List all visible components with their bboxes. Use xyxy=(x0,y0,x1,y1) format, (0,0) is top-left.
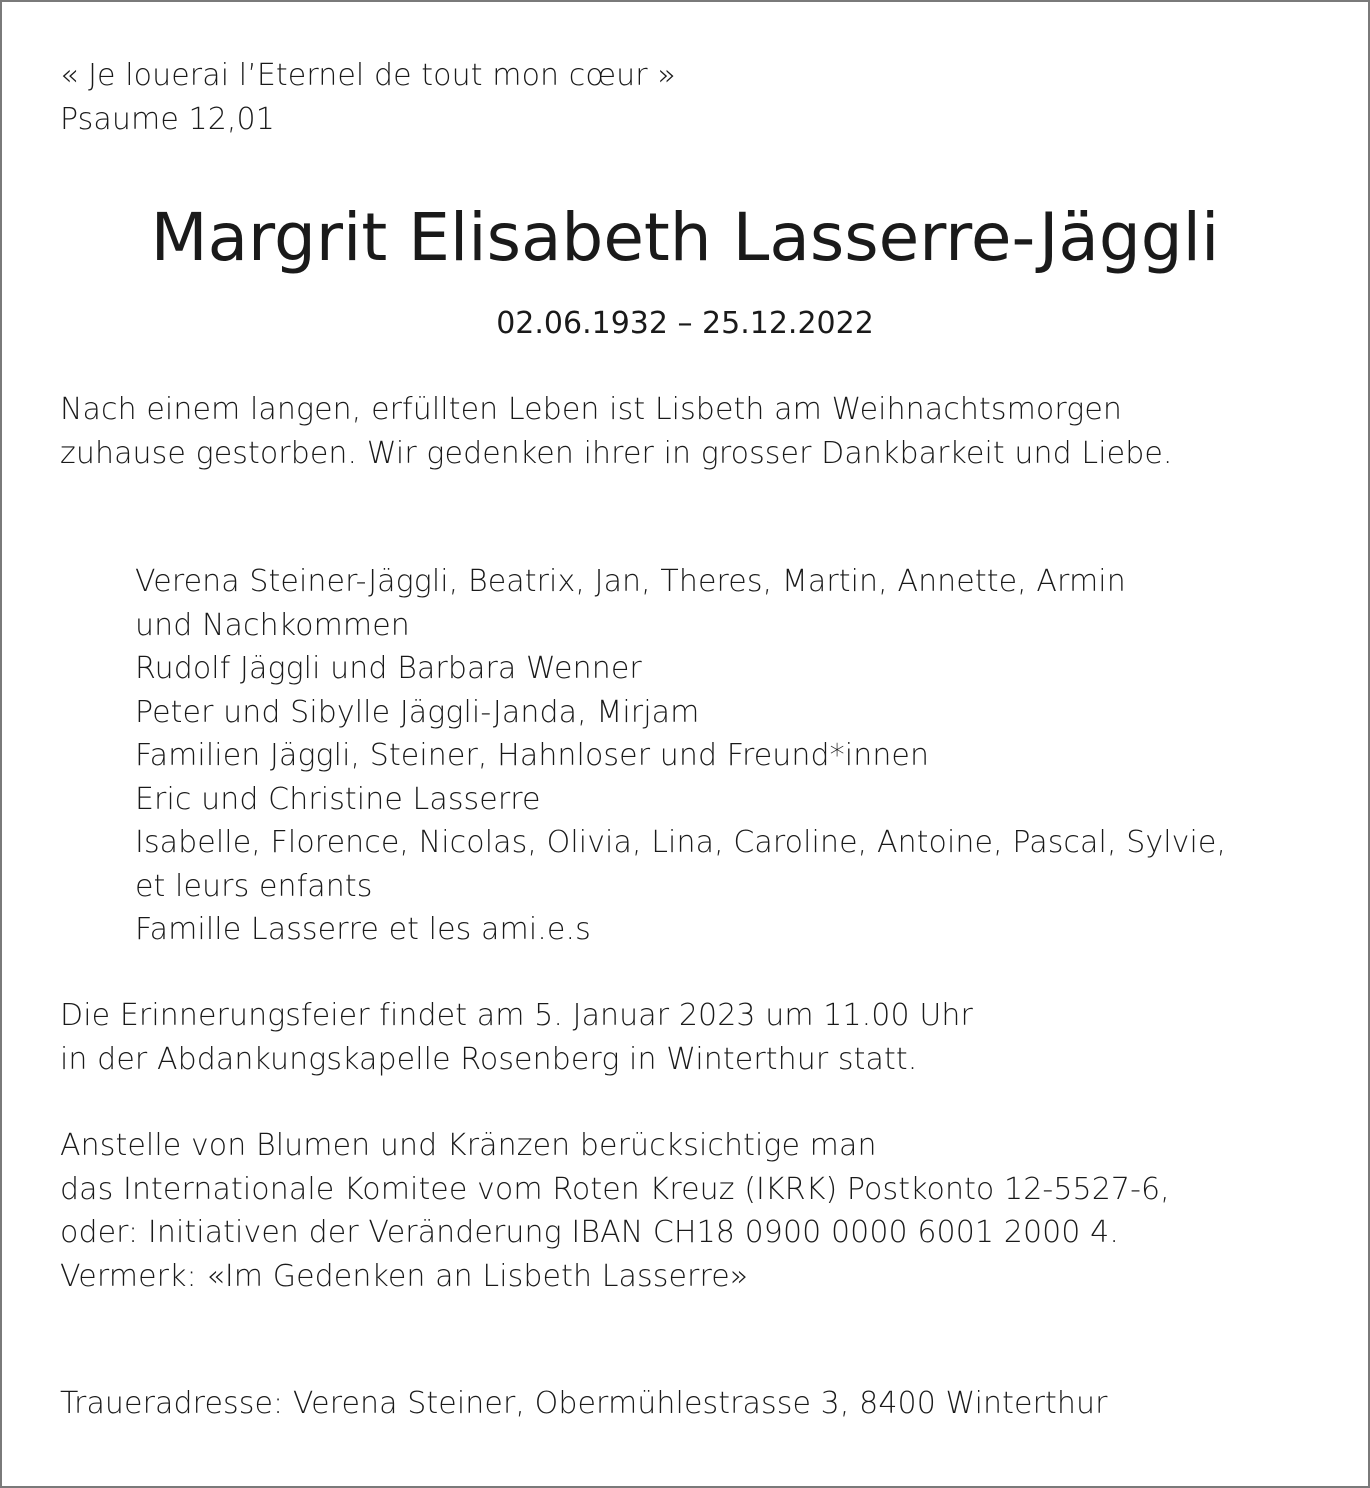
donation-line: Vermerk: «Im Gedenken an Lisbeth Lasserre» xyxy=(60,1258,749,1294)
verse-quote: « Je louerai l’Eternel de tout mon cœur » xyxy=(60,58,676,93)
address-line: Traueradresse: Verena Steiner, Obermühlestrasse 3, 8400 Winterthur xyxy=(60,1386,1108,1421)
mourner-line: Peter und Sibylle Jäggli-Janda, Mirjam xyxy=(135,694,700,730)
intro-line: zuhause gestorben. Wir gedenken ihrer in grosser Dankbarkeit und Liebe. xyxy=(60,435,1173,471)
donation-line: Anstelle von Blumen und Kränzen berücksichtige man xyxy=(60,1128,877,1163)
mourner-line: und Nachkommen xyxy=(135,607,410,643)
mourner-line: Famille Lasserre et les ami.e.s xyxy=(135,912,591,947)
ceremony-line: in der Abdankungskapelle Rosenberg in Winterthur statt. xyxy=(60,1041,918,1077)
mourning-address xyxy=(60,1382,1108,1426)
mourner-line: Isabelle, Florence, Nicolas, Olivia, Lina, Caroline, Antoine, Pascal, Sylvie, xyxy=(135,825,1227,860)
mourner-line: Verena Steiner-Jäggli, Beatrix, Jan, Theres, Martin, Annette, Armin xyxy=(135,564,1126,599)
mourner-line: Eric und Christine Lasserre xyxy=(135,781,541,817)
donation-info xyxy=(60,1124,1170,1298)
bible-verse xyxy=(60,54,676,141)
ceremony-line: Die Erinnerungsfeier findet am 5. Januar 2023 um 11.00 Uhr xyxy=(60,998,973,1033)
donation-line: oder: Initiativen der Veränderung IBAN CH18 0900 0000 6001 2000 4. xyxy=(60,1215,1119,1250)
mourner-line: et leurs enfants xyxy=(135,868,373,904)
deceased-name: Margrit Elisabeth Lasserre-Jäggli xyxy=(150,199,1220,276)
ceremony-info xyxy=(60,994,973,1081)
life-dates: 02.06.1932 – 25.12.2022 xyxy=(496,306,874,341)
intro-text xyxy=(60,388,1173,475)
donation-line: das Internationale Komitee vom Roten Kreuz (IKRK) Postkonto 12-5527-6, xyxy=(60,1171,1170,1207)
mourner-line: Rudolf Jäggli und Barbara Wenner xyxy=(135,651,642,686)
mourner-line: Familien Jäggli, Steiner, Hahnloser und Freund*innen xyxy=(135,738,930,773)
verse-reference: Psaume 12,01 xyxy=(60,101,275,137)
intro-line: Nach einem langen, erfüllten Leben ist Lisbeth am Weihnachtsmorgen xyxy=(60,392,1123,427)
mourners-list xyxy=(135,560,1226,952)
